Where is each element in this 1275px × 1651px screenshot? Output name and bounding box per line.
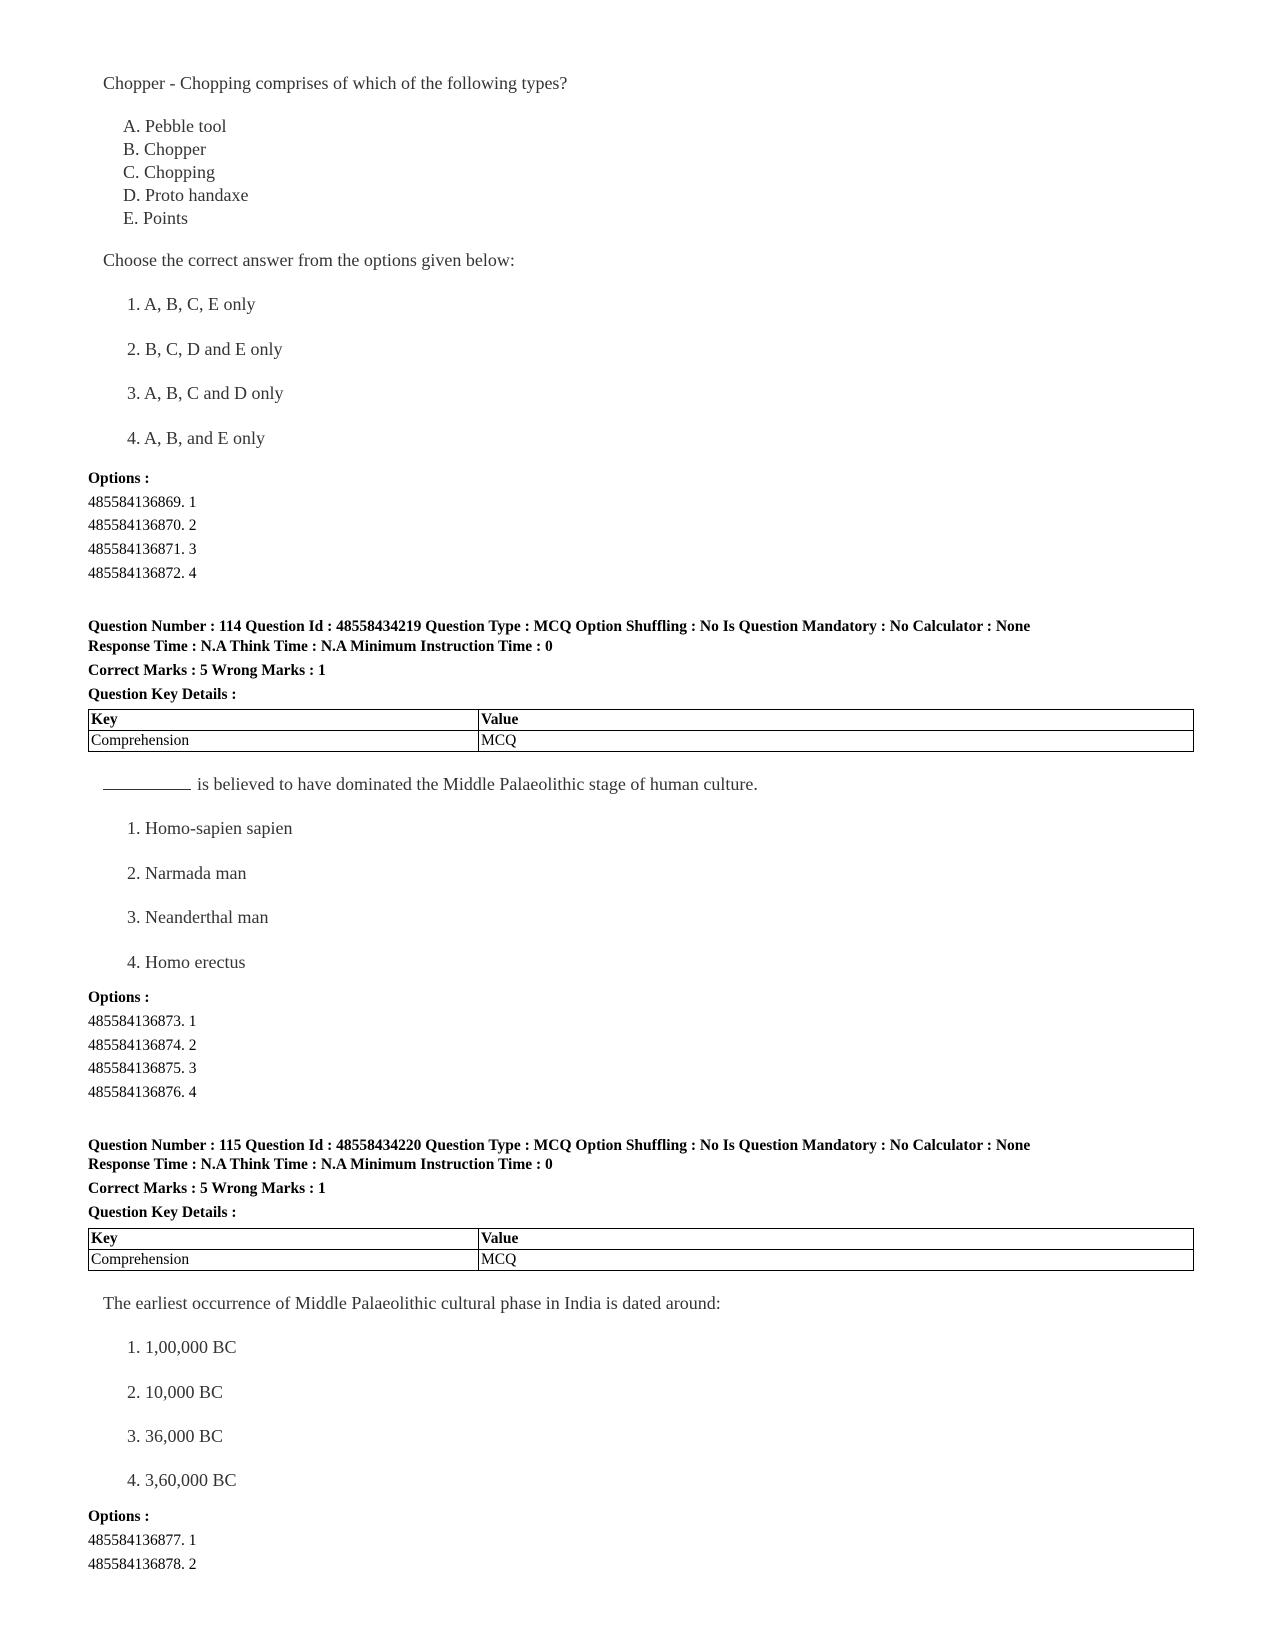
options-label: Options : (88, 989, 150, 1006)
question-marks: Correct Marks : 5 Wrong Marks : 1 (88, 1180, 326, 1197)
options-label: Options : (88, 1508, 150, 1525)
table-row (89, 731, 1194, 752)
option-id: 485584136871. 3 (88, 541, 197, 558)
table-header-row (89, 710, 1194, 731)
table-row (89, 1250, 1194, 1271)
question-instruction: Choose the correct answer from the options given below: (103, 250, 515, 270)
fill-in-blank (103, 775, 191, 790)
options-label: Options : (88, 470, 150, 487)
question-meta: Response Time : N.A Think Time : N.A Minimum Instruction Time : 0 (88, 1156, 553, 1173)
answer-choice: 3. A, B, C and D only (127, 383, 284, 403)
question-meta: Question Number : 115 Question Id : 48558434220 Question Type : MCQ Option Shuffling : No Is Question Mandatory : No Calculator : None (88, 1137, 1031, 1154)
answer-choice: 3. Neanderthal man (127, 907, 269, 927)
list-item: A. Pebble tool (123, 116, 227, 136)
table-cell-key: Comprehension (89, 1250, 479, 1271)
list-item: E. Points (123, 208, 189, 228)
question-meta: Response Time : N.A Think Time : N.A Minimum Instruction Time : 0 (88, 638, 553, 655)
table-header-row (89, 1229, 1194, 1250)
option-id: 485584136874. 2 (88, 1037, 197, 1054)
key-details-table (88, 1228, 1194, 1271)
option-id: 485584136870. 2 (88, 517, 197, 534)
option-id: 485584136872. 4 (88, 565, 197, 582)
answer-choice: 4. A, B, and E only (127, 428, 265, 448)
list-item: D. Proto handaxe (123, 185, 249, 205)
option-id: 485584136875. 3 (88, 1060, 197, 1077)
key-details-table (88, 709, 1194, 752)
table-cell-value: MCQ (479, 731, 1194, 752)
answer-choice: 3. 36,000 BC (127, 1426, 224, 1446)
question-stem (103, 774, 758, 795)
table-header-value: Value (479, 710, 1194, 731)
table-header-key: Key (89, 710, 479, 731)
option-id: 485584136877. 1 (88, 1532, 197, 1549)
question-stem: Chopper - Chopping comprises of which of the following types? (103, 73, 568, 93)
answer-choice: 4. Homo erectus (127, 952, 246, 972)
list-item: B. Chopper (123, 139, 206, 159)
question-stem-text: is believed to have dominated the Middle Palaeolithic stage of human culture. (197, 774, 758, 794)
table-cell-value: MCQ (479, 1250, 1194, 1271)
answer-choice: 1. 1,00,000 BC (127, 1337, 237, 1357)
option-id: 485584136878. 2 (88, 1556, 197, 1573)
answer-choice: 1. Homo-sapien sapien (127, 818, 293, 838)
question-stem: The earliest occurrence of Middle Palaeolithic cultural phase in India is dated around: (103, 1293, 721, 1313)
question-meta: Question Number : 114 Question Id : 48558434219 Question Type : MCQ Option Shuffling : No Is Question Mandatory : No Calculator : None (88, 618, 1031, 635)
key-details-label: Question Key Details : (88, 1204, 237, 1221)
table-cell-key: Comprehension (89, 731, 479, 752)
answer-choice: 4. 3,60,000 BC (127, 1470, 237, 1490)
table-header-key: Key (89, 1229, 479, 1250)
option-id: 485584136873. 1 (88, 1013, 197, 1030)
option-id: 485584136876. 4 (88, 1084, 197, 1101)
list-item: C. Chopping (123, 162, 216, 182)
answer-choice: 2. Narmada man (127, 863, 247, 883)
answer-choice: 1. A, B, C, E only (127, 294, 256, 314)
key-details-label: Question Key Details : (88, 686, 237, 703)
option-id: 485584136869. 1 (88, 494, 197, 511)
answer-choice: 2. B, C, D and E only (127, 339, 283, 359)
question-marks: Correct Marks : 5 Wrong Marks : 1 (88, 662, 326, 679)
table-header-value: Value (479, 1229, 1194, 1250)
answer-choice: 2. 10,000 BC (127, 1382, 224, 1402)
